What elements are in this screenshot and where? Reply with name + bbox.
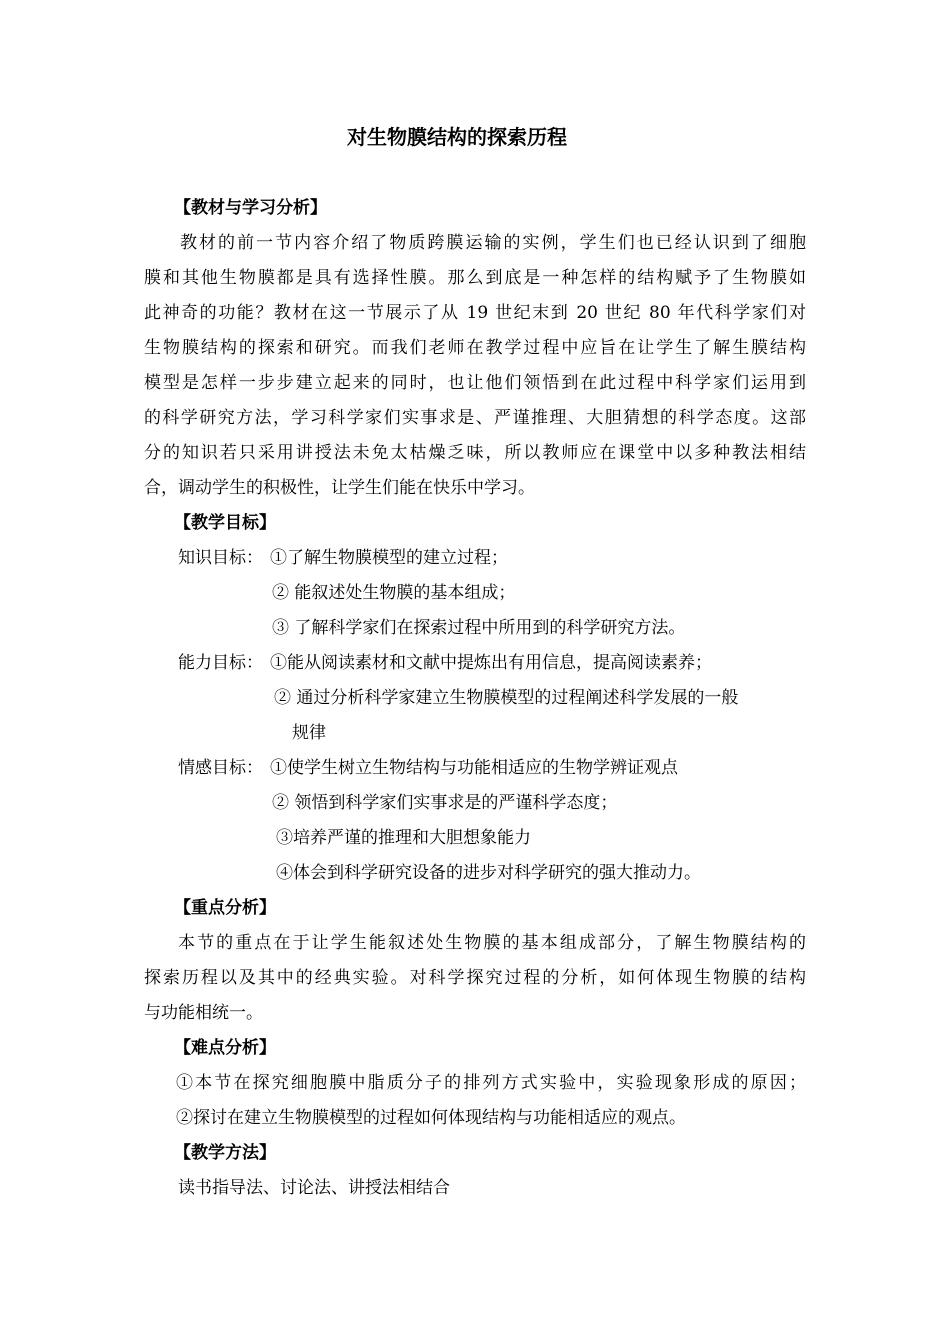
paragraph-line: 合，调动学生的积极性，让学生们能在快乐中学习。 — [144, 478, 535, 498]
knowledge-goal-item: ①了解生物膜模型的建立过程； — [270, 548, 508, 568]
section-heading-difficult-points: 【难点分析】 — [174, 1038, 276, 1058]
ability-goal-item: ② 通过分析科学家建立生物膜模型的过程阐述科学发展的一般 — [274, 688, 739, 708]
section-heading-teaching-goals: 【教学目标】 — [174, 513, 276, 533]
knowledge-goal-item: ③ 了解科学家们在探索过程中所用到的科学研究方法。 — [272, 618, 686, 638]
emotion-goal-item: ①使学生树立生物结构与功能相适应的生物学辨证观点 — [270, 758, 678, 778]
paragraph-line: 模型是怎样一步步建立起来的同时，也让他们领悟到在此过程中科学家们运用到 — [144, 373, 806, 393]
document-title: 对生物膜结构的探索历程 — [347, 125, 567, 149]
emotion-goal-item: ③培养严谨的推理和大胆想象能力 — [276, 828, 531, 848]
paragraph-line: 教材的前一节内容介绍了物质跨膜运输的实例，学生们也已经认识到了细胞 — [180, 233, 806, 253]
paragraph-line: 读书指导法、讨论法、讲授法相结合 — [178, 1178, 450, 1198]
ability-goals-label: 能力目标： — [178, 653, 263, 673]
emotion-goals-label: 情感目标： — [178, 758, 263, 778]
paragraph-line: 本节的重点在于让学生能叙述处生物膜的基本组成部分，了解生物膜结构的 — [178, 933, 806, 953]
knowledge-goals-label: 知识目标： — [178, 548, 263, 568]
section-heading-material-analysis: 【教材与学习分析】 — [174, 198, 327, 218]
paragraph-line: 分的知识若只采用讲授法未免太枯燥乏味，所以教师应在课堂中以多种教法相结 — [144, 443, 806, 463]
section-heading-teaching-methods: 【教学方法】 — [174, 1143, 276, 1163]
paragraph-line: 膜和其他生物膜都是具有选择性膜。那么到底是一种怎样的结构赋予了生物膜如 — [144, 268, 806, 288]
paragraph-line: 探索历程以及其中的经典实验。对科学探究过程的分析，如何体现生物膜的结构 — [144, 968, 806, 988]
knowledge-goal-item: ② 能叙述处生物膜的基本组成； — [272, 583, 516, 603]
paragraph-line: 与功能相统一。 — [144, 1003, 263, 1023]
section-heading-key-points: 【重点分析】 — [174, 898, 276, 918]
ability-goal-item: ①能从阅读素材和文献中提炼出有用信息，提高阅读素养； — [270, 653, 712, 673]
paragraph-line: ②探讨在建立生物膜模型的过程如何体现结构与功能相适应的观点。 — [176, 1108, 686, 1128]
emotion-goal-item: ④体会到科学研究设备的进步对科学研究的强大推动力。 — [276, 863, 701, 883]
paragraph-line: 此神奇的功能？教材在这一节展示了从 19 世纪末到 20 世纪 80 年代科学家们对 — [144, 303, 806, 323]
paragraph-line: 的科学研究方法，学习科学家们实事求是、严谨推理、大胆猜想的科学态度。这部 — [144, 408, 806, 428]
emotion-goal-item: ② 领悟到科学家们实事求是的严谨科学态度； — [272, 793, 618, 813]
paragraph-line: ①本节在探究细胞膜中脂质分子的排列方式实验中，实验现象形成的原因； — [176, 1073, 806, 1093]
paragraph-line: 生物膜结构的探索和研究。而我们老师在教学过程中应旨在让学生了解生膜结构 — [144, 338, 806, 358]
ability-goal-item: 规律 — [292, 723, 326, 743]
